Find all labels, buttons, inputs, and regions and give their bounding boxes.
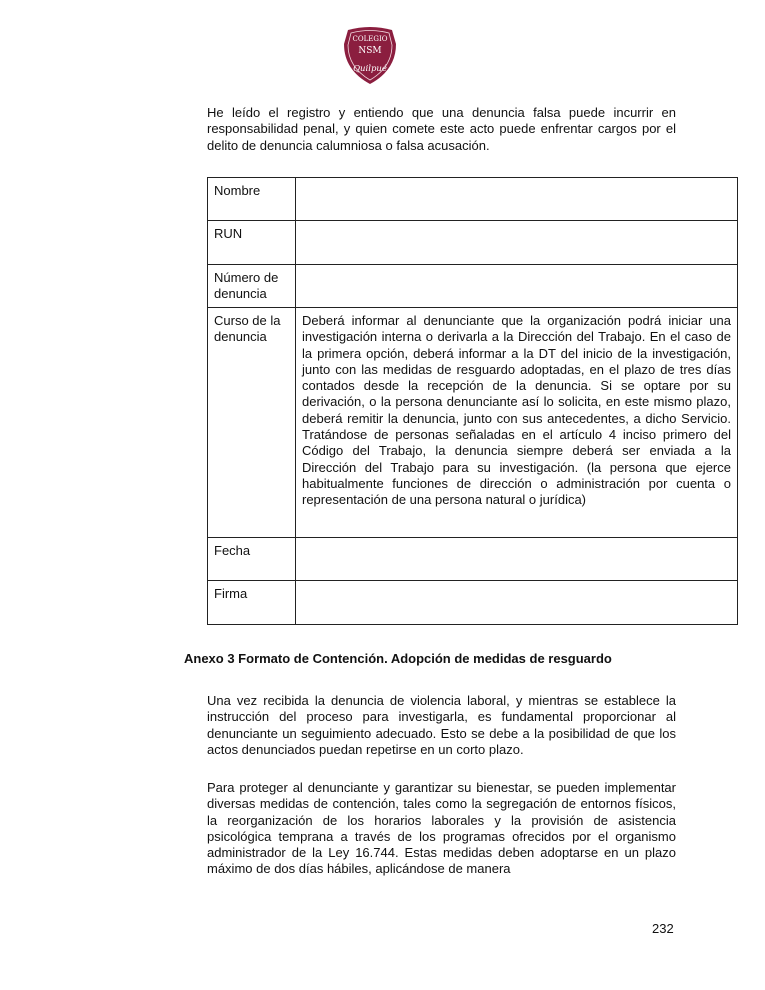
table-row <box>208 221 738 265</box>
page-number: 232 <box>652 921 674 936</box>
table-row <box>208 178 738 221</box>
row-label-firma: Firma <box>208 581 296 625</box>
complaint-form-table <box>207 177 738 625</box>
school-logo <box>340 26 400 86</box>
table-row <box>208 581 738 625</box>
logo-text-colegio: COLEGIO <box>352 35 388 43</box>
row-label-nombre: Nombre <box>208 178 296 221</box>
table-row <box>208 308 738 538</box>
row-value-curso-denuncia: Deberá informar al denunciante que la organización podrá iniciar una investigación interna o derivarla a la Dirección del Trabajo. En el caso de la primera opción, deberá informar a la DT del inicio de la investigación, junto con las medidas de resguardo adoptadas, en el plazo de tres días contados desde la recepción de la denuncia. Si se optare por su derivación, o la persona denunciante así lo solicita, en este mismo plazo, deberá remitir la denuncia, junto con sus antecedentes, a dicho Servicio. Tratándose de personas señaladas en el artículo 4 inciso primero del Código del Trabajo, la denuncia siempre deberá ser enviada a la Dirección del Trabajo para su investigación. (la persona que ejerce habitualmente funciones de dirección o administración por cuenta o representación de una persona natural o jurídica) <box>296 308 738 538</box>
row-value-fecha[interactable] <box>296 538 738 581</box>
row-value-nombre[interactable] <box>296 178 738 221</box>
row-label-numero-denuncia: Número de denuncia <box>208 265 296 308</box>
logo-text-quilpue: Quilpué <box>353 64 387 74</box>
row-label-fecha: Fecha <box>208 538 296 581</box>
row-value-numero-denuncia[interactable] <box>296 265 738 308</box>
section-heading: Anexo 3 Formato de Contención. Adopción de medidas de resguardo <box>184 651 612 666</box>
row-value-firma[interactable] <box>296 581 738 625</box>
row-label-run: RUN <box>208 221 296 265</box>
table-row <box>208 538 738 581</box>
body-paragraph-2: Para proteger al denunciante y garantizar su bienestar, se pueden implementar diversas medidas de contención, tales como la segregación de entornos físicos, la reorganización de los horarios laborales y la provisión de asistencia psicológica temprana a través de los programas ofrecidos por el organismo administrador de la Ley 16.744. Estas medidas deben adoptarse en un plazo máximo de dos días hábiles, aplicándose de manera <box>207 780 676 877</box>
row-label-curso-denuncia: Curso de la denuncia <box>208 308 296 538</box>
body-paragraph-1: Una vez recibida la denuncia de violencia laboral, y mientras se establece la instrucción del proceso para investigarla, es fundamental proporcionar al denunciante un seguimiento adecuado. Esto se debe a la posibilidad de que los actos denunciados puedan repetirse en un corto plazo. <box>207 693 676 757</box>
logo-text-nsm: NSM <box>358 46 382 56</box>
declaration-paragraph: He leído el registro y entiendo que una denuncia falsa puede incurrir en responsabilidad penal, y quien comete este acto puede enfrentar cargos por el delito de denuncia calumniosa o falsa acusación. <box>207 105 676 153</box>
table-row <box>208 265 738 308</box>
row-value-run[interactable] <box>296 221 738 265</box>
